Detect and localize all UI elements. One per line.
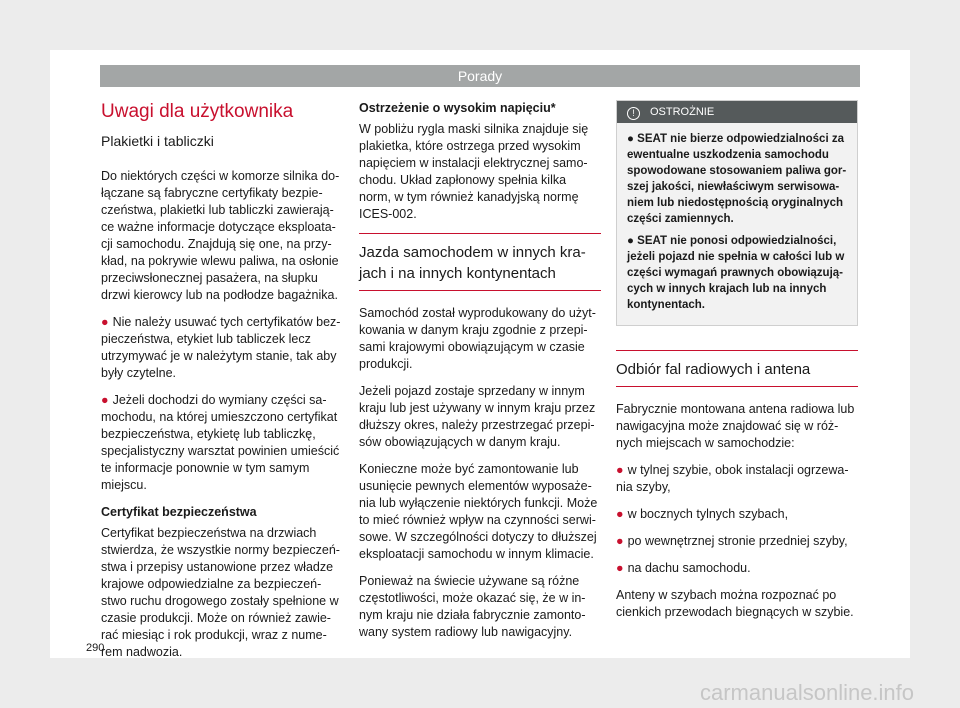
cert-title: Certyfikat bezpieczeństwa [101,505,257,519]
list-item: ● Jeżeli dochodzi do wymiany części sa-mochodu, na której umieszczono certyfikat bezpieczeństwa, etykietę lub tabliczkę, specjalistyczny warsztat powinien umieścić te informacje ponownie w tym samym miejscu. [101,393,340,492]
column-middle [359,100,601,651]
caution-box [616,100,858,326]
paragraph: Konieczne może być zamontowanie lub usunięcie pewnych elementów wyposaże-nia lub wyłączenie niektórych funkcji. Może to mieć również wpływ na czynności serwi-sowe. W szczególności dotyczy to dłuższej eksploatacji samochodu w innym klimacie. [359,462,598,561]
sub-heading: Plakietki i tabliczki [101,133,214,149]
list-item: ● Nie należy usuwać tych certyfikatów bez-pieczeństwa, etykiet lub tabliczek lecz utrzymywać je w należytym stanie, tak aby były czytelne. [101,315,341,380]
paragraph: Samochód został wyprodukowany do użyt-kowania w danym kraju zgodnie z przepi-sami krajowymi obowiązującym w czasie produkcji. [359,306,596,371]
intro-paragraph: Do niektórych części w komorze silnika do-łączane są fabryczne certyfikaty bezpie-czeństwa, plakietki lub tabliczki zawierają-ce ważne informacje dotyczące eksploata-cji samochodu. Znajdują się one, na przy-kład, na pokrywie wlewu paliwa, na osłonie przeciwsłonecznej pasażera, na słupku drzwi kierowcy lub na podłodze bagażnika. [101,169,340,302]
paragraph: Ponieważ na świecie używane są różne częstotliwości, może okazać się, że w in-nym kraju nie działa fabrycznie zamonto-wany system radiowy lub nawigacyjny. [359,574,586,639]
list-item: ● po wewnętrznej stronie przedniej szyby, [616,534,848,548]
list-item: ● w tylnej szybie, obok instalacji ogrzewa-nia szyby, [616,463,849,494]
caution-item: ● SEAT nie bierze odpowiedzialności za ewentualne uszkodzenia samochodu spowodowane stosowaniem paliwa gor-szej jakości, niewłaściwym serwisowa-niem lub niedostępnością oryginalnych części zamiennych. [627,133,847,225]
caution-item: ● SEAT nie ponosi odpowiedzialności, jeżeli pojazd nie spełnia w całości lub w części wymagań prawnych obowiązują-cych w innych krajach lub na innych kontynentach. [627,235,845,311]
bullet-icon: ● [616,534,624,548]
bullet-icon: ● [616,463,624,477]
section-heading-radio: Odbiór fal radiowych i antena [616,350,858,387]
bullet-icon: ● [101,393,109,407]
exclamation-icon: ! [627,107,640,120]
warning-paragraph: W pobliżu rygla maski silnika znajduje się plakietka, które ostrzega przed wysokim napięciem w instalacji elektrycznej samo-chodu. Układ zapłonowy spełnia kilka norm, w tym również kanadyjską normę ICES-002. [359,122,589,221]
caution-body [617,123,857,325]
warning-title: Ostrzeżenie o wysokim napięciu* [359,101,556,115]
column-right [616,100,858,631]
caution-header: ! OSTROŻNIE [617,101,857,123]
watermark: carmanualsonline.info [700,680,915,705]
bullet-icon: ● [616,507,624,521]
radio-outro: Anteny w szybach można rozpoznać po cienkich przewodach biegnących w szybie. [616,588,854,619]
page-header: Porady [100,65,860,87]
section-heading-abroad: Jazda samochodem w innych kra-jach i na innych kontynentach [359,233,601,291]
cert-paragraph: Certyfikat bezpieczeństwa na drzwiach stwierdza, że wszystkie normy bezpieczeń-stwa i przepisy ustanowione przez władze krajowe odpowiedzialne za bezpieczeń-stwo ruchu drogowego zostały spełnione w czasie produkcji. Może on również zawie-rać miesiąc i rok produkcji, wraz z nume-rem nadwozia. [101,526,340,659]
page-number: 290 [86,642,105,654]
column-left [101,100,343,671]
bullet-icon: ● [101,315,109,329]
radio-intro: Fabrycznie montowana antena radiowa lub nawigacyjna może znajdować się w róż-nych miejscach w samochodzie: [616,402,855,450]
bullet-icon: ● [616,561,624,575]
paragraph: Jeżeli pojazd zostaje sprzedany w innym kraju lub jest używany w innym kraju przez dłuższy okres, należy przestrzegać przepi-sów obowiązujących w danym kraju. [359,384,596,449]
main-heading: Uwagi dla użytkownika [101,101,294,122]
list-item: ● w bocznych tylnych szybach, [616,507,789,521]
list-item: ● na dachu samochodu. [616,561,751,575]
